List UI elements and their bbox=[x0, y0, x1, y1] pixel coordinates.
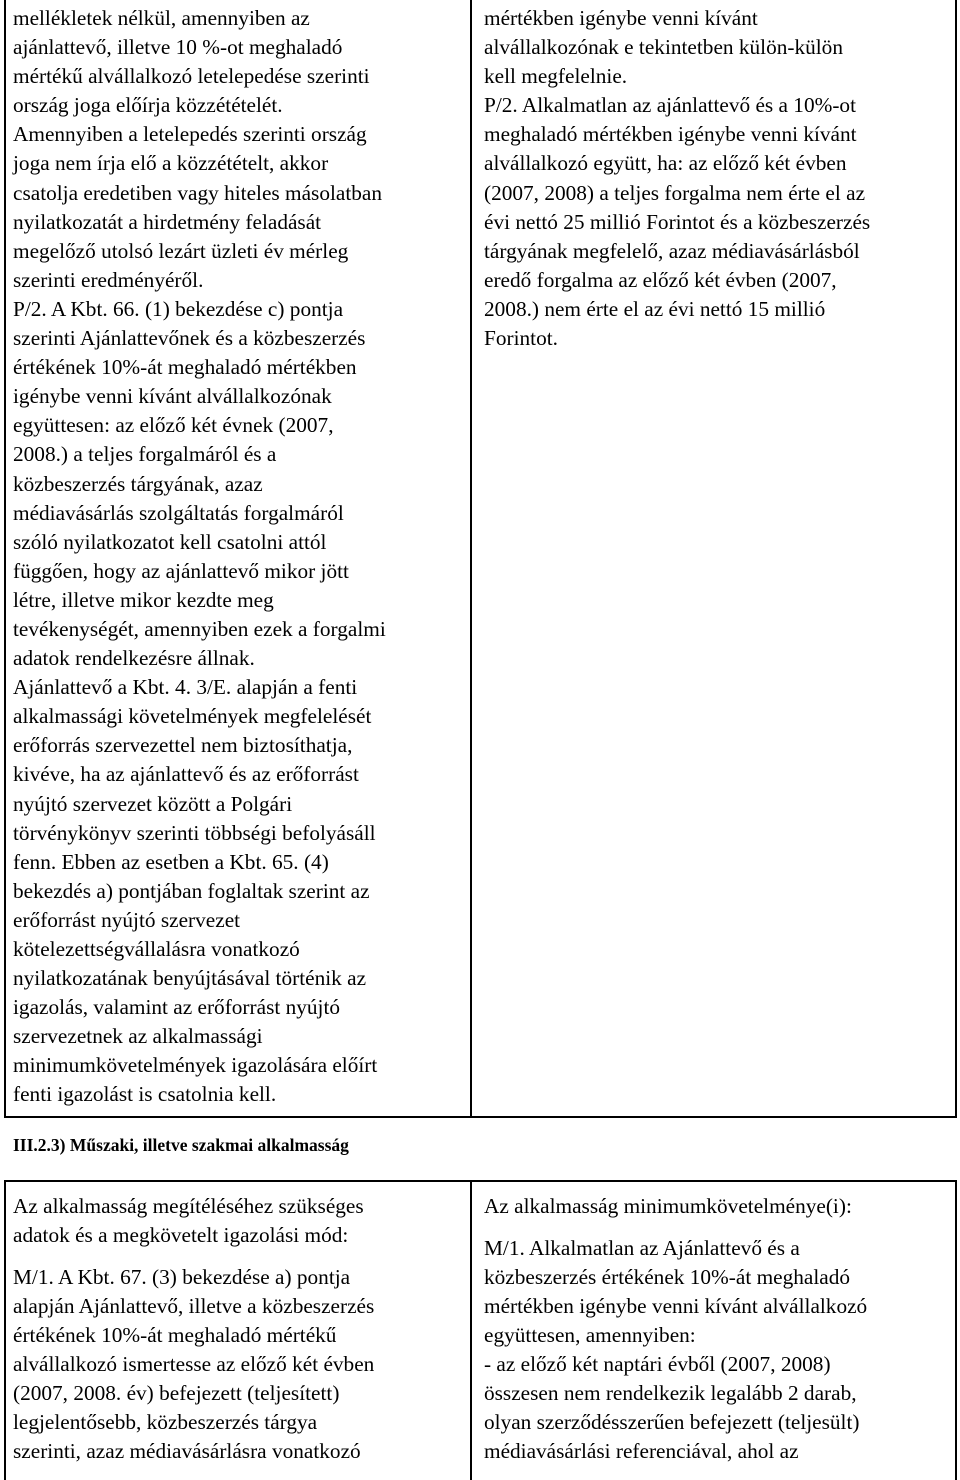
text-line: Amennyiben a letelepedés szerinti ország bbox=[13, 122, 367, 147]
text-line: megelőző utolsó lezárt üzleti év mérleg bbox=[13, 238, 349, 263]
text-line: törvénykönyv szerinti többségi befolyásáll bbox=[13, 820, 376, 845]
right-column-text bbox=[484, 4, 949, 353]
text-line: joga nem írja elő a közzétételt, akkor bbox=[13, 151, 329, 176]
text-line: Ajánlattevő a Kbt. 4. 3/E. alapján a fenti bbox=[13, 675, 358, 700]
text-line: alvállalkozó ismertesse az előző két évben bbox=[13, 1352, 375, 1376]
text-line: nyilatkozatát a hirdetmény feladását bbox=[13, 209, 322, 234]
text-line: (2007, 2008) a teljes forgalma nem érte el az bbox=[484, 180, 866, 205]
text-line: médiavásárlási referenciával, ahol az bbox=[484, 1439, 799, 1463]
text-line: szervezetnek az alkalmassági bbox=[13, 1024, 263, 1049]
text-line: mellékletek nélkül, amennyiben az bbox=[13, 6, 310, 30]
left-column-text bbox=[13, 4, 463, 1110]
text-line: alvállalkozónak e tekintetben külön-külön bbox=[484, 35, 843, 60]
text-line: Az alkalmasság minimumkövetelménye(i): bbox=[484, 1194, 852, 1218]
text-line: meghaladó mértékben igénybe venni kívánt bbox=[484, 122, 857, 147]
text-line: P/2. A Kbt. 66. (1) bekezdése c) pontja bbox=[13, 296, 344, 321]
text-line: kell megfelelnie. bbox=[484, 64, 628, 89]
text-line: közbeszerzés értékének 10%-át meghaladó bbox=[484, 1265, 850, 1289]
text-line: igazolás, valamint az erőforrást nyújtó bbox=[13, 995, 341, 1020]
table-column-divider bbox=[470, 0, 472, 1118]
right-header-text bbox=[484, 1192, 852, 1221]
text-line: csatolja eredetiben vagy hiteles másolatban bbox=[13, 180, 383, 205]
text-line: függően, hogy az ajánlattevő mikor jött bbox=[13, 558, 349, 583]
text-line: - az előző két naptári évből (2007, 2008) bbox=[484, 1352, 831, 1376]
text-line: szerinti eredményéről. bbox=[13, 267, 204, 292]
text-line: 2008.) a teljes forgalmáról és a bbox=[13, 442, 277, 467]
text-line: alkalmassági követelmények megfelelését bbox=[13, 704, 372, 729]
text-line: bekezdés a) pontjában foglaltak szerint az bbox=[13, 878, 370, 903]
text-line: szóló nyilatkozatot kell csatolni attól bbox=[13, 529, 327, 554]
text-line: együttesen: az előző két évnek (2007, bbox=[13, 413, 334, 438]
text-line: kötelezettségvállalásra vonatkozó bbox=[13, 937, 300, 961]
text-line: értékének 10%-át meghaladó mértékű bbox=[13, 1323, 337, 1347]
text-line: mértékű alvállalkozó letelepedése szerinti bbox=[13, 64, 370, 89]
text-line: fenn. Ebben az esetben a Kbt. 65. (4) bbox=[13, 849, 329, 874]
text-line: Az alkalmasság megítéléséhez szükséges bbox=[13, 1194, 364, 1218]
text-line: fenti igazolást is csatolnia kell. bbox=[13, 1082, 277, 1107]
text-line: legjelentősebb, közbeszerzés tárgya bbox=[13, 1410, 318, 1434]
text-line: erőforrás szervezettel nem biztosíthatja, bbox=[13, 733, 353, 758]
text-line: nyújtó szervezet között a Polgári bbox=[13, 791, 293, 816]
text-line: 2008.) nem érte el az évi nettó 15 millió bbox=[484, 296, 826, 321]
text-line: erőforrást nyújtó szervezet bbox=[13, 907, 241, 932]
left-body-text bbox=[13, 1263, 374, 1466]
text-line: adatok és a megkövetelt igazolási mód: bbox=[13, 1223, 349, 1247]
text-line: alvállalkozó együtt, ha: az előző két évben bbox=[484, 151, 847, 176]
text-line: közbeszerzés tárgyának, azaz bbox=[13, 471, 263, 496]
right-body-text bbox=[484, 1234, 867, 1466]
text-line: szerinti, azaz médiavásárlásra vonatkozó bbox=[13, 1439, 361, 1463]
text-line: eredő forgalma az előző két évben (2007, bbox=[484, 267, 837, 292]
table-column-divider bbox=[470, 1180, 472, 1480]
text-line: összesen nem rendelkezik legalább 2 darab, bbox=[484, 1381, 857, 1405]
text-line: alapján Ajánlattevő, illetve a közbeszerzés bbox=[13, 1294, 375, 1318]
text-line: olyan szerződésszerűen befejezett (teljesült) bbox=[484, 1410, 860, 1434]
text-line: kivéve, ha az ajánlattevő és az erőforrást bbox=[13, 762, 359, 787]
text-line: adatok rendelkezésre állnak. bbox=[13, 646, 255, 671]
text-line: P/2. Alkalmatlan az ajánlattevő és a 10%-ot bbox=[484, 93, 856, 118]
text-line: M/1. A Kbt. 67. (3) bekezdése a) pontja bbox=[13, 1265, 351, 1289]
text-line: tevékenységét, amennyiben ezek a forgalmi bbox=[13, 616, 386, 641]
left-header-text bbox=[13, 1192, 364, 1250]
section-heading: III.2.3) Műszaki, illetve szakmai alkalmasság bbox=[13, 1135, 349, 1155]
text-line: M/1. Alkalmatlan az Ajánlattevő és a bbox=[484, 1236, 800, 1260]
text-line: értékének 10%-át meghaladó mértékben bbox=[13, 355, 357, 380]
text-line: létre, illetve mikor kezdte meg bbox=[13, 587, 274, 612]
text-line: ajánlattevő, illetve 10 %-ot meghaladó bbox=[13, 35, 343, 60]
text-line: mértékben igénybe venni kívánt alvállalkozó bbox=[484, 1294, 868, 1318]
text-line: évi nettó 25 millió Forintot és a közbeszerzés bbox=[484, 209, 871, 234]
text-line: tárgyának megfelelő, azaz médiavásárlásból bbox=[484, 238, 860, 263]
text-line: szerinti Ajánlattevőnek és a közbeszerzés bbox=[13, 326, 366, 351]
text-line: médiavásárlás szolgáltatás forgalmáról bbox=[13, 500, 344, 525]
text-line: minimumkövetelmények igazolására előírt bbox=[13, 1053, 378, 1078]
text-line: igénybe venni kívánt alvállalkozónak bbox=[13, 384, 332, 409]
text-line: (2007, 2008. év) befejezett (teljesített) bbox=[13, 1381, 340, 1405]
text-line: együttesen, amennyiben: bbox=[484, 1323, 696, 1347]
text-line: mértékben igénybe venni kívánt bbox=[484, 6, 758, 30]
text-line: Forintot. bbox=[484, 326, 558, 351]
text-line: ország joga előírja közzétételét. bbox=[13, 93, 283, 118]
text-line: nyilatkozatának benyújtásával történik az bbox=[13, 966, 367, 991]
